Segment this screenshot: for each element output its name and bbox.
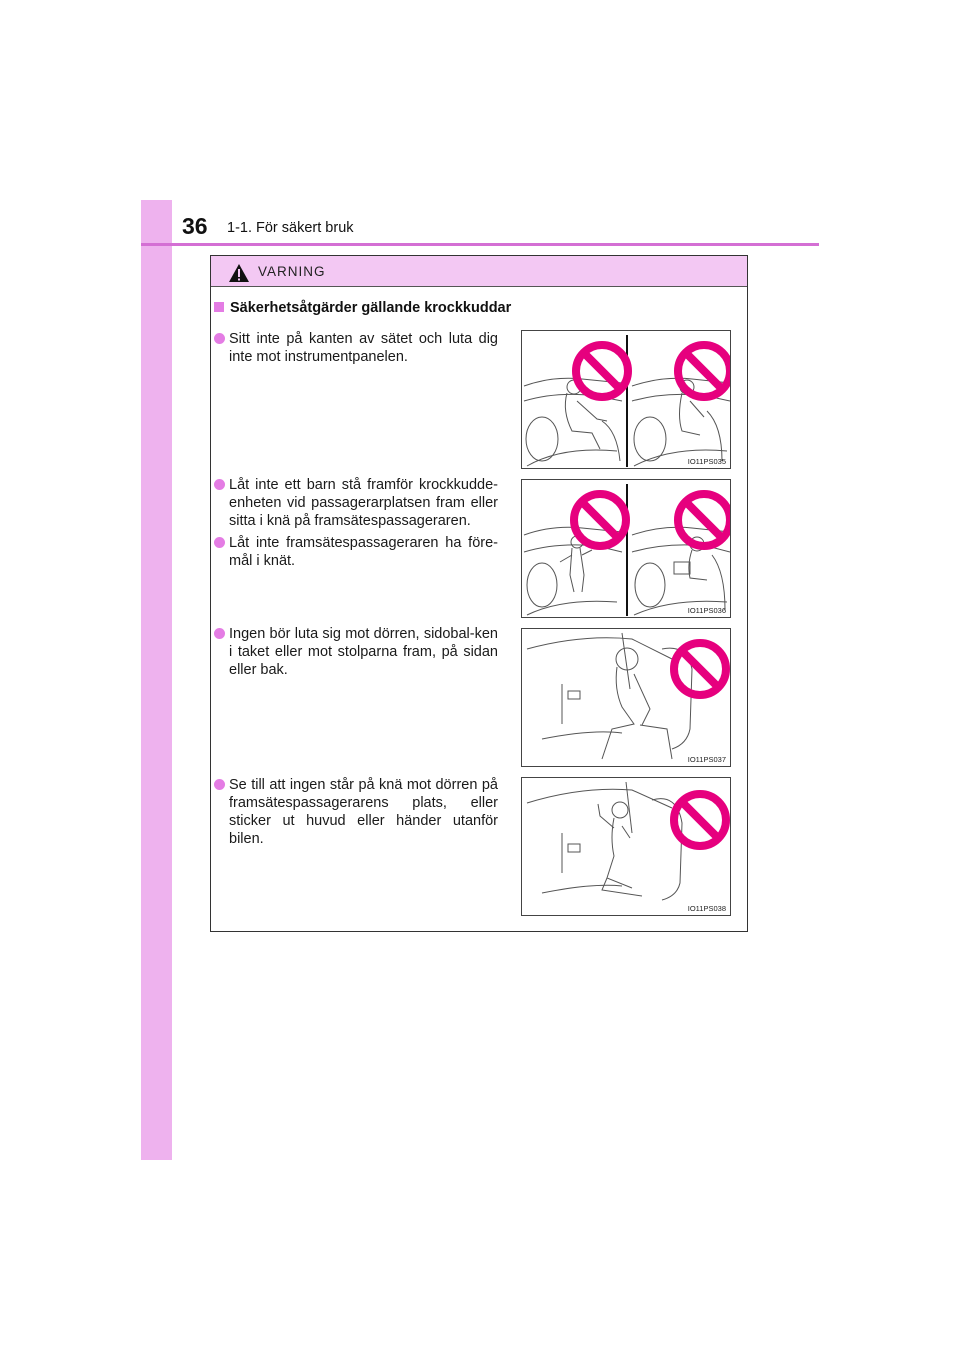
warning-header bbox=[211, 256, 747, 287]
bullet-text: Ingen bör luta sig mot dörren, sidobal-ken i taket eller mot stolparna fram, på sidan eller bak. bbox=[229, 626, 498, 678]
subheading-text: Säkerhetsåtgärder gällande krockkuddar bbox=[230, 300, 512, 316]
bullet-dot-icon bbox=[214, 779, 225, 790]
prohibition-icon bbox=[574, 494, 626, 546]
prohibition-icon bbox=[576, 345, 628, 397]
bullet-dot-icon bbox=[214, 628, 225, 639]
bullet-text: Låt inte ett barn stå framför krockkudde-enheten vid passagerarplatsen fram eller sitta i knä på framsätespassageraren. bbox=[229, 477, 498, 529]
prohibition-icon bbox=[678, 494, 730, 546]
bullet-item bbox=[214, 534, 498, 570]
figure-code: IO11PS038 bbox=[687, 904, 726, 913]
header-rule bbox=[141, 243, 819, 246]
warning-title: VARNING bbox=[258, 264, 326, 279]
side-strip bbox=[141, 200, 172, 1160]
bullet-text: Sitt inte på kanten av sätet och luta dig inte mot instrumentpanelen. bbox=[229, 331, 498, 365]
square-bullet-icon bbox=[214, 302, 224, 312]
figure-code: IO11PS037 bbox=[687, 755, 726, 764]
figure-code: IO11PS036 bbox=[687, 606, 726, 615]
bullet-dot-icon bbox=[214, 333, 225, 344]
illustration-no-kneeling-door bbox=[521, 777, 731, 916]
bullet-item bbox=[214, 776, 498, 848]
illustration-drawing bbox=[522, 480, 731, 618]
bullet-item bbox=[214, 330, 498, 366]
bullet-text: Se till att ingen står på knä mot dörren på framsätespassagerarens plats, eller sticker ut huvud eller händer utanför bilen. bbox=[229, 777, 498, 847]
bullet-item bbox=[214, 476, 498, 530]
illustration-no-leaning-door bbox=[521, 628, 731, 767]
bullet-dot-icon bbox=[214, 479, 225, 490]
bullet-item bbox=[214, 625, 498, 679]
prohibition-icon bbox=[678, 345, 730, 397]
figure-code: IO11PS035 bbox=[687, 457, 726, 466]
illustration-drawing bbox=[522, 778, 731, 916]
warning-box bbox=[210, 255, 748, 932]
bullet-text: Låt inte framsätespassageraren ha före-mål i knät. bbox=[229, 535, 498, 569]
illustration-drawing bbox=[522, 629, 731, 767]
warning-subheading bbox=[214, 300, 511, 316]
illustration-drawing bbox=[522, 331, 731, 469]
illustration-no-child-front bbox=[521, 479, 731, 618]
bullet-dot-icon bbox=[214, 537, 225, 548]
warning-triangle-icon bbox=[228, 263, 250, 283]
page-number: 36 bbox=[182, 213, 208, 239]
illustration-no-leaning-dashboard bbox=[521, 330, 731, 469]
prohibition-icon bbox=[674, 643, 726, 695]
section-title: 1-1. För säkert bruk bbox=[227, 220, 354, 236]
